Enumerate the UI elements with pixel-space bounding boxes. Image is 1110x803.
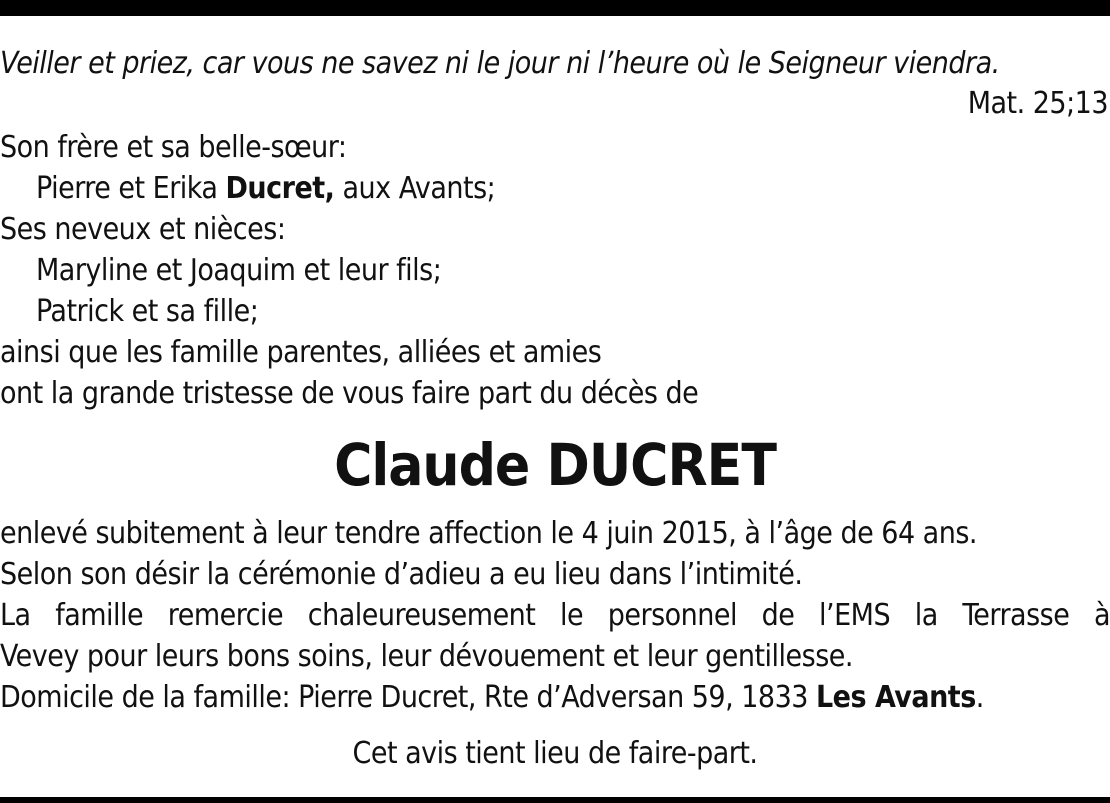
nephew-line-1: Maryline et Joaquim et leur fils; — [36, 253, 442, 288]
domicile-line — [0, 678, 1110, 718]
details-line-4: Vevey pour leurs bons soins, leur dévouement et leur gentillesse. — [0, 639, 853, 674]
bottom-border-rule — [0, 797, 1110, 803]
brother-line — [0, 169, 1110, 209]
nephew-line-2: Patrick et sa fille; — [36, 294, 259, 329]
details-line-2: Selon son désir la cérémonie d’adieu a eu lieu dans l’intimité. — [0, 557, 803, 592]
relatives-line: ainsi que les famille parentes, alliées et amies — [0, 335, 602, 370]
top-border-rule — [0, 0, 1110, 16]
domicile-place: Les Avants — [815, 680, 976, 715]
deceased-name: Claude DUCRET — [334, 431, 776, 499]
nephews-heading: Ses neveux et nièces: — [0, 212, 286, 247]
domicile-pre: Domicile de la famille: Pierre Ducret, Rte d’Adversan 59, 1833 — [0, 680, 816, 715]
domicile-post: . — [975, 680, 984, 715]
brother-post: aux Avants; — [334, 171, 496, 206]
details-line-3: La famille remercie chaleureusement le personnel de l’EMS la Terrasse à — [0, 598, 1110, 633]
announcement-line: ont la grande tristesse de vous faire part du décès de — [0, 376, 699, 411]
brother-surname: Ducret, — [225, 171, 335, 206]
closing-note: Cet avis tient lieu de faire-part. — [352, 736, 758, 771]
bible-verse: Veiller et priez, car vous ne savez ni le jour ni l’heure où le Seigneur viendra. — [0, 46, 1000, 81]
brother-pre: Pierre et Erika — [36, 171, 226, 206]
details-line-1: enlevé subitement à leur tendre affection le 4 juin 2015, à l’âge de 64 ans. — [0, 516, 977, 551]
verse-reference: Mat. 25;13 — [967, 86, 1108, 121]
brother-heading: Son frère et sa belle-sœur: — [0, 130, 347, 165]
